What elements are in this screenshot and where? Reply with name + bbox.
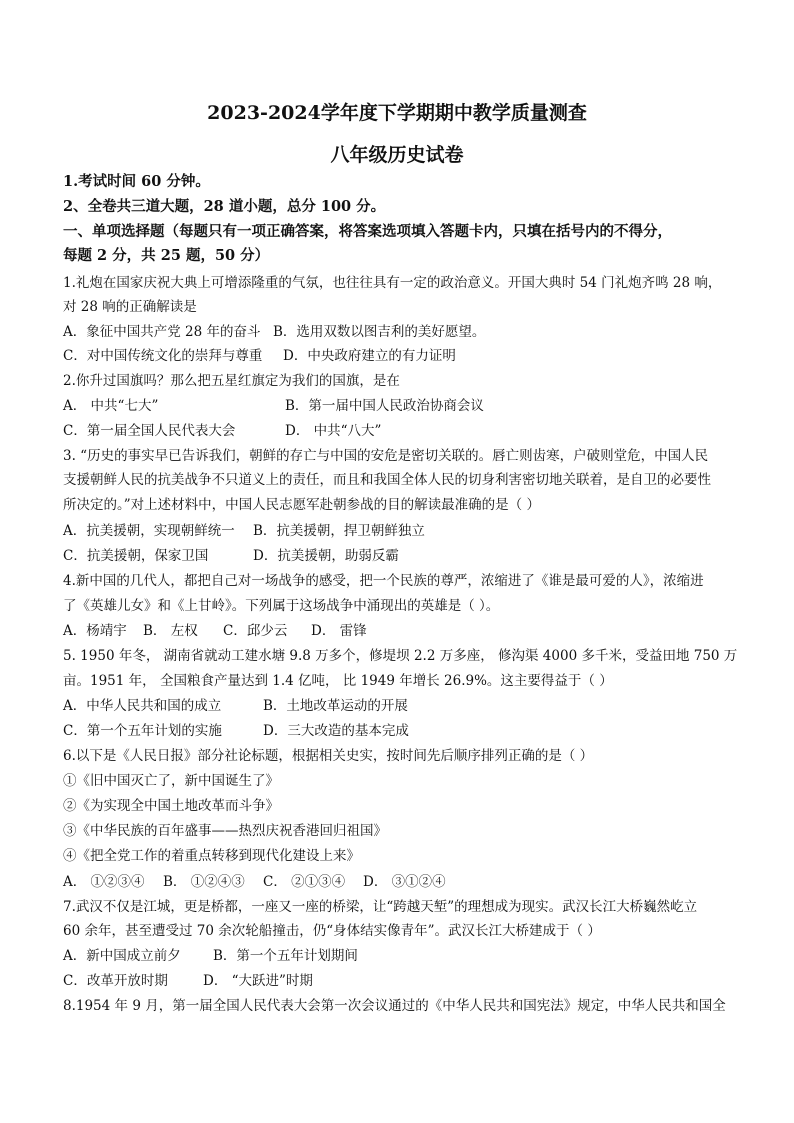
q6-option-c: C． ②①③④ <box>263 874 346 890</box>
q4-options <box>63 621 367 641</box>
q4-option-d: D． 雷锋 <box>311 623 367 639</box>
q6-option-d: D． ③①②④ <box>363 874 446 890</box>
q5-option-c: C．第一个五年计划的实施 <box>63 723 222 739</box>
q7-option-c: C．改革开放时期 <box>63 973 168 989</box>
q1-option-d: D．中央政府建立的有力证明 <box>283 348 456 364</box>
q1-option-c: C．对中国传统文化的崇拜与尊重 <box>63 348 263 364</box>
q7-options-cd <box>63 971 313 991</box>
q1-options-cd <box>63 346 456 366</box>
q4-stem-cont: 了《英雄儿女》和《上甘岭》。下列属于这场战争中涌现出的英雄是（ ）。 <box>63 598 500 614</box>
q7-stem: 7.武汉不仅是江城，更是桥都，一座又一座的桥梁，让“跨越天堑”的理想成为现实。武汉长江大桥巍然屹立 <box>63 899 698 915</box>
q6-item-4: ④《把全党工作的着重点转移到现代化建设上来》 <box>63 848 360 864</box>
q5-stem-cont: 亩。1951 年， 全国粮食产量达到 1.4 亿吨， 比 1949 年增长 26.9%。这主要得益于（ ） <box>63 673 613 689</box>
q5-options-cd <box>63 721 409 741</box>
q2-option-c: C．第一届全国人民代表大会 <box>63 423 236 439</box>
q4-option-a: A．杨靖宇 <box>63 623 127 639</box>
q1-stem-cont: 对 28 响的正确解读是 <box>63 299 197 315</box>
instruction-scoring: 2、全卷共三道大题，28 道小题，总分 100 分。 <box>63 198 386 215</box>
q6-option-a: A． ①②③④ <box>63 874 145 890</box>
q6-item-2: ②《为实现全中国土地改革而斗争》 <box>63 798 279 814</box>
q2-option-b: B．第一届中国人民政治协商会议 <box>285 398 484 414</box>
q3-option-b: B．抗美援朝，捍卫朝鲜独立 <box>253 523 425 539</box>
q7-option-a: A．新中国成立前夕 <box>63 948 181 964</box>
q3-option-c: C．抗美援朝，保家卫国 <box>63 548 209 564</box>
q6-option-b: B． ①②④③ <box>163 874 245 890</box>
q1-stem: 1.礼炮在国家庆祝大典上可增添隆重的气氛，也往往具有一定的政治意义。开国大典时 54 门礼炮齐鸣 28 响， <box>63 275 722 291</box>
q5-option-a: A．中华人民共和国的成立 <box>63 698 222 714</box>
instruction-time: 1.考试时间 60 分钟。 <box>63 173 210 190</box>
section1-heading-cont: 每题 2 分，共 25 题，50 分） <box>63 247 270 264</box>
q1-option-b: B．选用双数以图吉利的美好愿望。 <box>273 324 486 340</box>
q3-options-cd <box>63 546 399 566</box>
q7-option-d: D． “大跃进”时期 <box>203 973 313 989</box>
q5-option-d: D．三大改造的基本完成 <box>263 723 409 739</box>
q6-options <box>63 872 446 892</box>
q5-options-ab <box>63 696 408 716</box>
q7-options-ab <box>63 946 358 966</box>
q1-options-ab <box>63 322 485 342</box>
q8-stem: 8.1954 年 9 月，第一届全国人民代表大会第一次会议通过的《中华人民共和国宪法》规定，中华人民共和国全 <box>63 998 726 1014</box>
exam-title: 2023-2024学年度下学期期中教学质量测查 <box>207 102 587 124</box>
q6-item-3: ③《中华民族的百年盛事——热烈庆祝香港回归祖国》 <box>63 823 387 839</box>
q7-option-b: B．第一个五年计划期间 <box>213 948 358 964</box>
q3-option-d: D．抗美援朝，助弱反霸 <box>253 548 399 564</box>
q4-stem: 4.新中国的几代人，都把自己对一场战争的感受，把一个民族的尊严，浓缩进了《谁是最可爱的人》，浓缩进 <box>63 573 704 589</box>
q2-options-cd <box>63 421 381 441</box>
section1-heading: 一、单项选择题（每题只有一项正确答案，将答案选项填入答题卡内，只填在括号内的不得分， <box>63 223 672 240</box>
q5-stem: 5. 1950 年冬， 湖南省就动工建水塘 9.8 万多个，修堤坝 2.2 万多座， 修沟渠 4000 多千米，受益田地 750 万 <box>63 648 738 664</box>
q2-stem: 2.你升过国旗吗？那么把五星红旗定为我们的国旗，是在 <box>63 373 400 389</box>
q4-option-b: B． 左权 <box>143 623 198 639</box>
q2-option-d: D． 中共“八大” <box>285 423 382 439</box>
q3-option-a: A．抗美援朝，实现朝鲜统一 <box>63 523 235 539</box>
q6-item-1: ①《旧中国灭亡了，新中国诞生了》 <box>63 773 279 789</box>
q2-option-a: A． 中共“七大” <box>63 398 159 414</box>
q5-option-b: B．土地改革运动的开展 <box>263 698 408 714</box>
q3-stem-cont2: 所决定的。”对上述材料中，中国人民志愿军赴朝参战的目的解读最准确的是（ ） <box>63 497 540 513</box>
q3-stem: 3. “历史的事实早已告诉我们，朝鲜的存亡与中国的安危是密切关联的。唇亡则齿寒，户破则堂危，中国人民 <box>63 448 709 464</box>
q7-stem-cont: 60 余年，甚至遭受过 70 余次轮船撞击，仍“身体结实像青年”。武汉长江大桥建成于（ ） <box>63 923 601 939</box>
q3-stem-cont1: 支援朝鲜人民的抗美战争不只道义上的责任，而且和我国全体人民的切身利害密切地关联着，是自卫的必要性 <box>63 472 711 488</box>
q6-stem: 6.以下是《人民日报》部分社论标题，根据相关史实，按时间先后顺序排列正确的是（ ） <box>63 748 594 764</box>
exam-subtitle: 八年级历史试卷 <box>330 144 464 166</box>
q2-options-ab <box>63 396 484 416</box>
q3-options-ab <box>63 521 425 541</box>
q4-option-c: C．邱少云 <box>223 623 288 639</box>
q1-option-a: A．象征中国共产党 28 年的奋斗 <box>63 324 261 340</box>
